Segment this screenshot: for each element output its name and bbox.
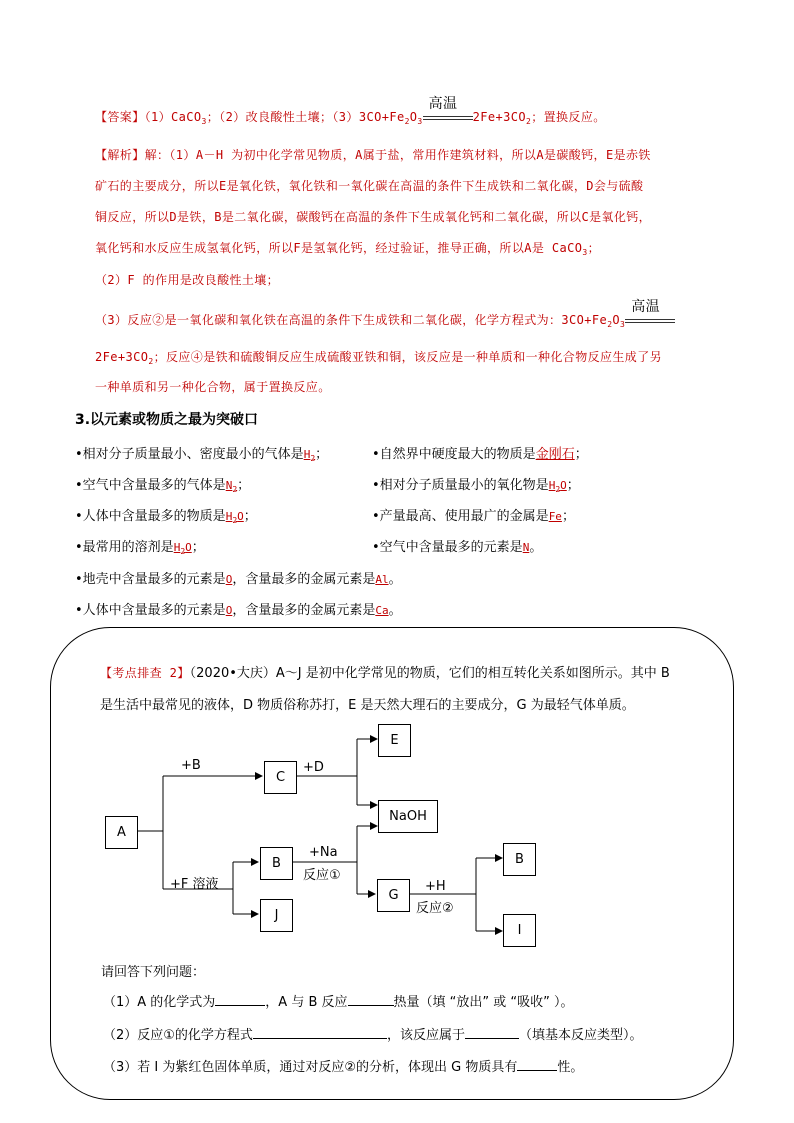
fact-item: •产量最高、使用最广的金属是Fe；	[372, 509, 575, 524]
node-A: A	[105, 816, 138, 849]
analysis-line-1: 【解析】解：（1）A－H 为初中化学常见物质，A属于盐，常用作建筑材料，所以A是碳酸钙，E是赤铁	[95, 148, 651, 162]
answer-blank-3[interactable]	[253, 1038, 387, 1039]
question-2: （2）反应①的化学方程式 ，该反应属于 （填基本反应类型）。	[103, 1028, 643, 1043]
fact-item: •地壳中含量最多的元素是O，含量最多的金属元素是Al。	[75, 572, 402, 587]
label-reaction-1: 反应①	[303, 868, 341, 883]
analysis-line-4: 氧化钙和水反应生成氢氧化钙，所以F是氢氧化钙，经过验证，推导正确，所以A是 CaCO$_3$；	[95, 241, 601, 257]
node-J: J	[260, 899, 293, 932]
section-3-title: 3.以元素或物质之最为突破口	[75, 412, 259, 428]
analysis-label: 【解析】	[95, 148, 145, 162]
node-I: I	[503, 914, 536, 947]
analysis-line-2: 矿石的主要成分，所以E是氧化铁，氧化铁和一氧化碳在高温的条件下生成铁和二氧化碳，D会与硫酸	[95, 179, 644, 193]
label-plus-Na: +Na	[309, 845, 338, 860]
node-G: G	[377, 879, 410, 912]
fact-item: •人体中含量最多的物质是$H_2O$；	[75, 509, 257, 525]
condition-high-temp-2: 高温	[625, 310, 675, 324]
analysis-line-6: （3）反应②是一氧化碳和氧化铁在高温的条件下生成铁和二氧化碳，化学方程式为：$3CO+Fe_2O_3$ 高温	[95, 310, 675, 329]
answer-blank-5[interactable]	[517, 1070, 557, 1071]
answer-line: 【答案】（1）CaCO$_3$；（2）改良酸性土壤；$(3)3CO+Fe_2O_3$ 高温 $2Fe+3CO_2$；置换反应。	[95, 96, 606, 126]
question-intro-2: 是生活中最常见的液体，D 物质俗称苏打，E 是天然大理石的主要成分，G 为最轻气体单质。	[100, 698, 635, 713]
question-3: （3）若 I 为紫红色固体单质，通过对反应②的分析，体现出 G 物质具有 性。	[103, 1060, 584, 1075]
fact-item: •空气中含量最多的元素是N。	[372, 540, 543, 555]
node-E: E	[378, 724, 411, 757]
fact-item: •空气中含量最多的气体是$N_2$；	[75, 478, 251, 494]
label-plus-B: +B	[181, 758, 201, 773]
fact-item: •相对分子质量最小的氧化物是$H_2O$；	[372, 478, 580, 494]
analysis-line-3: 铜反应，所以D是铁，B是二氧化碳，碳酸钙在高温的条件下生成氧化钙和二氧化碳，所以C是氧化钙，	[95, 210, 652, 224]
analysis-line-8: 一种单质和另一种化合物，属于置换反应。	[95, 380, 331, 394]
analysis-line-5: （2）F 的作用是改良酸性土壤；	[95, 273, 280, 287]
condition-high-temp: 高温	[423, 107, 473, 121]
question-1: （1）A 的化学式为 ，A 与 B 反应 热量（填 “放出” 或 “吸收” ）。	[103, 995, 574, 1010]
answer-blank-2[interactable]	[348, 1005, 394, 1006]
fact-item: •自然界中硬度最大的物质是金刚石；	[372, 447, 588, 462]
node-B-2: B	[503, 843, 536, 876]
label-plus-F-solution: +F 溶液	[170, 877, 219, 892]
answer-blank-4[interactable]	[465, 1038, 519, 1039]
questions-prompt: 请回答下列问题：	[101, 965, 206, 980]
question-intro-1: 【考点排查 2】（2020•大庆）A～J 是初中化学常见的物质，它们的相互转化关系如图所示。其中 B	[100, 666, 670, 681]
answer-label: 【答案】	[95, 110, 145, 124]
node-B: B	[260, 847, 293, 880]
answer-blank-1[interactable]	[215, 1005, 265, 1006]
fact-item: •相对分子质量最小、密度最小的气体是$H_2$；	[75, 447, 329, 463]
label-reaction-2: 反应②	[416, 901, 454, 916]
analysis-line-7: $2Fe+3CO_2$；反应④是铁和硫酸铜反应生成硫酸亚铁和铜，该反应是一种单质和一种化合物反应生成了另	[95, 350, 662, 366]
fact-item: •人体中含量最多的元素是O，含量最多的金属元素是Ca。	[75, 603, 402, 618]
fact-item: •最常用的溶剂是$H_2O$；	[75, 540, 205, 556]
label-plus-H: +H	[425, 879, 446, 894]
label-plus-D: +D	[303, 760, 324, 775]
node-C: C	[264, 761, 297, 794]
node-NaOH: NaOH	[378, 800, 438, 833]
